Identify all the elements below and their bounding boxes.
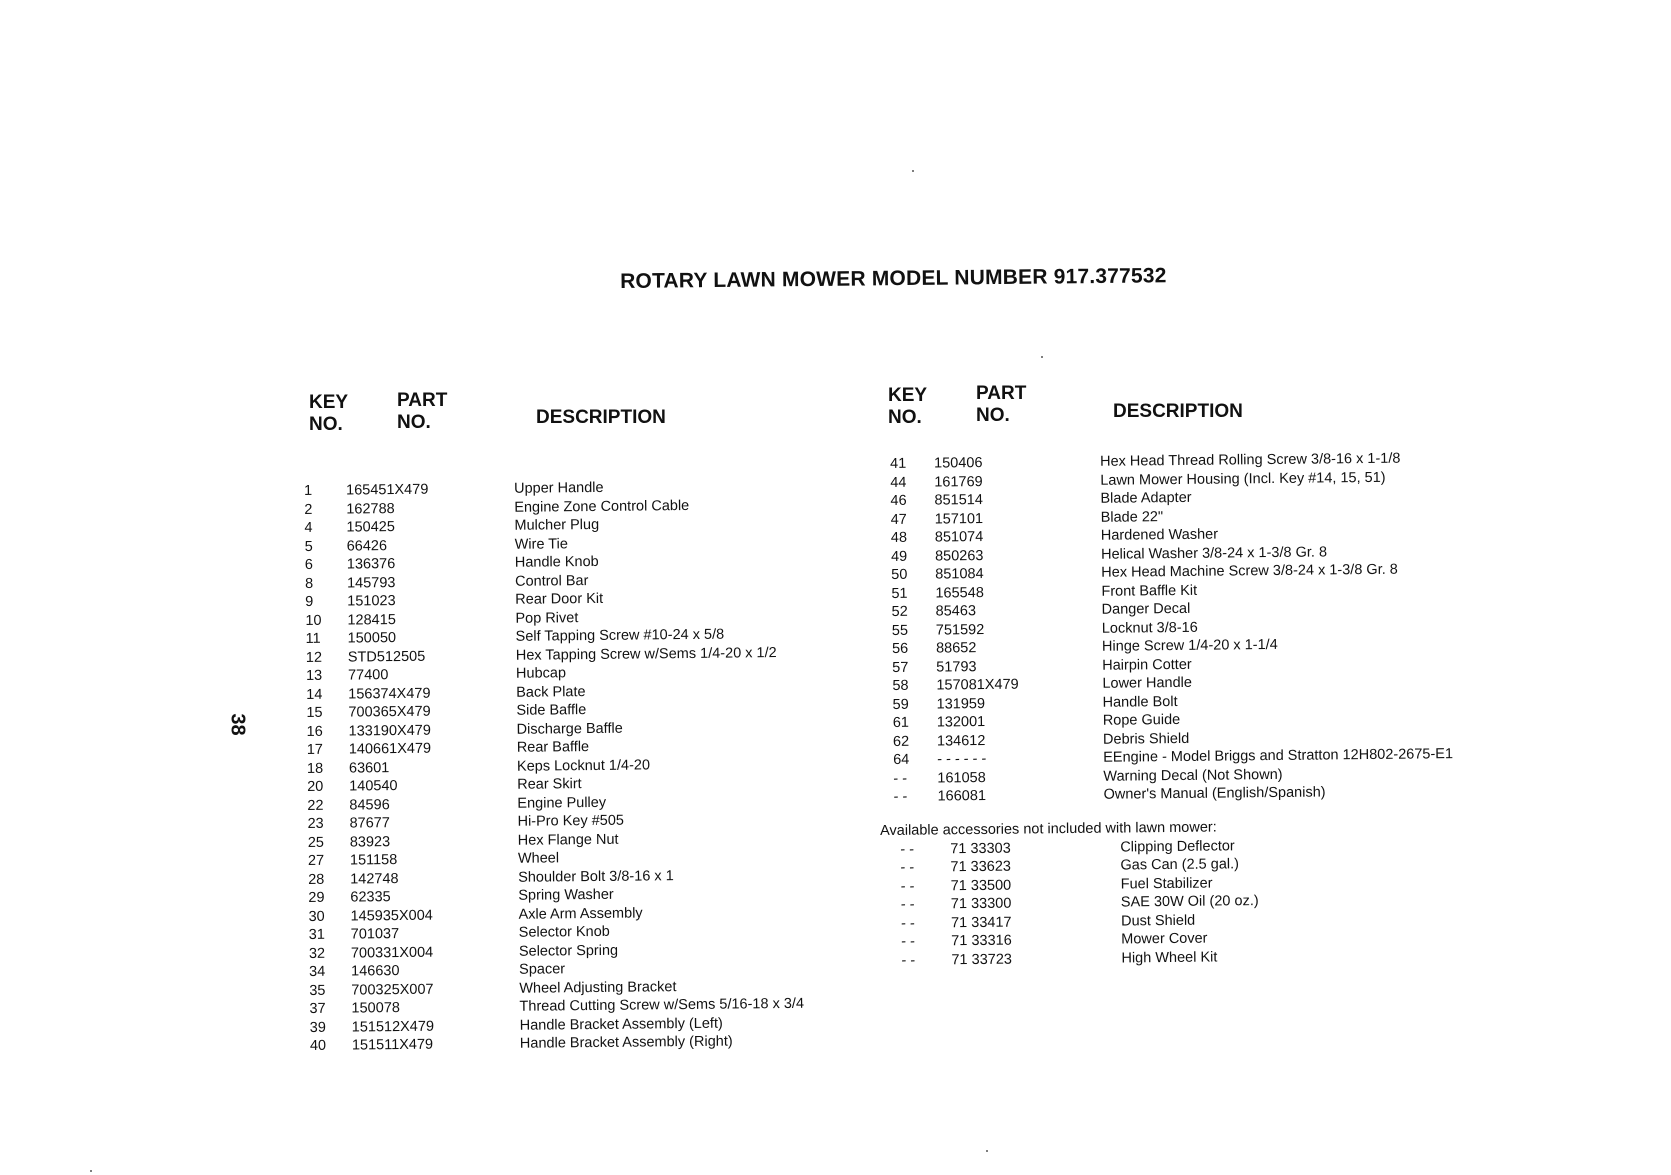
key-number: 10 (305, 612, 322, 629)
key-number: 1 (304, 482, 313, 499)
part-description: Hex Tapping Screw w/Sems 1/4-20 x 1/2 (515, 644, 777, 664)
part-description: Hex Flange Nut (517, 831, 619, 849)
key-number: 61 (892, 714, 910, 731)
part-number: 151512X479 (351, 1018, 435, 1036)
key-number: 31 (308, 926, 325, 943)
key-number: - - (900, 896, 915, 913)
right-description-header: DESCRIPTION (1113, 401, 1243, 422)
right-part-header (976, 383, 1026, 427)
part-description: Fuel Stabilizer (1120, 875, 1213, 892)
part-number: 850263 (934, 547, 984, 565)
right-parts-list (890, 448, 1554, 806)
part-description: Wire Tie (514, 535, 568, 553)
part-description: Blade Adapter (1100, 489, 1192, 507)
part-number: 156374X479 (348, 685, 431, 703)
part-number: 157101 (934, 510, 984, 528)
part-description: Keps Locknut 1/4-20 (516, 756, 651, 775)
part-description: Handle Bracket Assembly (Right) (519, 1033, 733, 1052)
key-number: 8 (304, 575, 314, 592)
part-number: 71 33723 (951, 951, 1013, 968)
key-number: 18 (306, 760, 324, 777)
part-description: Spring Washer (518, 886, 614, 904)
part-description: Hex Head Machine Screw 3/8-24 x 1-3/8 Gr. 8 (1101, 561, 1398, 581)
part-number: 84596 (349, 796, 390, 814)
key-number: 29 (308, 889, 325, 906)
part-number: 71 33417 (950, 914, 1012, 931)
part-number: 162788 (346, 500, 395, 518)
part-description: Rope Guide (1102, 711, 1181, 729)
key-number: 2 (304, 501, 313, 518)
part-description: Helical Washer 3/8-24 x 1-3/8 Gr. 8 (1100, 543, 1328, 563)
part-description: Selector Knob (518, 923, 610, 941)
part-number: 165451X479 (346, 481, 429, 499)
key-number: 56 (891, 640, 909, 657)
key-number: 39 (309, 1019, 326, 1036)
key-number: - - (893, 770, 908, 787)
part-description: High Wheel Kit (1121, 948, 1218, 966)
part-number: 161058 (937, 769, 986, 787)
left-parts-list (304, 476, 870, 1055)
key-number: - - (900, 841, 915, 858)
key-number: 59 (892, 696, 909, 713)
part-description: Spacer (519, 961, 566, 978)
part-number: 145793 (346, 574, 396, 592)
page-title: ROTARY LAWN MOWER MODEL NUMBER 917.377532 (620, 264, 1167, 293)
part-number: 71 33500 (950, 877, 1012, 894)
key-number: 14 (306, 686, 323, 703)
key-number: 51 (891, 585, 908, 602)
part-description: Locknut 3/8-16 (1101, 619, 1198, 637)
part-number: 128415 (347, 611, 396, 629)
part-description: Hi-Pro Key #505 (517, 812, 625, 830)
part-number: 150425 (346, 519, 395, 536)
left-part-header-line2: NO. (397, 412, 431, 433)
part-number: 136376 (346, 556, 396, 573)
key-number: 25 (307, 834, 324, 851)
part-description: Lawn Mower Housing (Incl. Key #14, 15, 51) (1100, 469, 1386, 489)
part-number: 71 33623 (950, 858, 1012, 876)
key-number: - - (900, 859, 915, 876)
part-number: 62335 (350, 889, 391, 906)
part-number: 87677 (349, 815, 390, 832)
part-description: Danger Decal (1101, 600, 1191, 618)
scan-speck (986, 1150, 988, 1152)
key-number: 9 (305, 593, 314, 610)
key-number: 5 (304, 538, 313, 555)
part-number: 77400 (347, 667, 389, 684)
part-number: 150406 (934, 455, 983, 472)
key-number: 52 (891, 603, 908, 620)
part-number: 51793 (936, 658, 977, 676)
part-description: Shoulder Bolt 3/8-16 x 1 (518, 867, 674, 886)
part-description: Selector Spring (518, 942, 619, 960)
key-number: 22 (307, 797, 324, 814)
key-number: 27 (307, 852, 325, 869)
part-description: Hex Head Thread Rolling Screw 3/8-16 x 1-1/8 (1099, 450, 1401, 470)
part-number: 161769 (934, 473, 983, 491)
part-description: Dust Shield (1120, 912, 1196, 929)
left-description-header: DESCRIPTION (536, 407, 666, 428)
part-number: 71 33303 (950, 840, 1011, 857)
part-number: 88652 (935, 640, 977, 657)
part-number: 700331X004 (350, 944, 434, 962)
key-number: - - (900, 915, 915, 932)
key-number: 47 (890, 511, 907, 528)
part-number: 63601 (348, 759, 390, 777)
key-number: 32 (308, 945, 326, 962)
part-description: Side Baffle (516, 702, 587, 719)
key-number: 4 (304, 519, 313, 536)
part-description: Hinge Screw 1/4-20 x 1-1/4 (1101, 636, 1278, 655)
part-number: 151023 (347, 593, 396, 610)
accessories-section (880, 815, 1562, 970)
right-key-header-line1: KEY (888, 385, 928, 406)
part-number: 165548 (935, 584, 984, 602)
part-number: 701037 (350, 926, 400, 943)
part-number: 157081X479 (936, 676, 1019, 694)
part-number: 140540 (349, 778, 398, 795)
right-part-header-line1: PART (976, 383, 1027, 404)
key-number: 16 (306, 723, 323, 740)
right-key-header-line2: NO. (888, 407, 922, 428)
key-number: 50 (891, 566, 908, 583)
part-description: Warning Decal (Not Shown) (1103, 766, 1283, 785)
part-description: Pop Rivet (515, 609, 579, 627)
part-number: - - - - - - (937, 751, 987, 768)
key-number: 13 (305, 667, 323, 684)
part-description: Wheel Adjusting Bracket (519, 978, 677, 997)
scan-speck (90, 1170, 92, 1172)
part-description: Handle Bolt (1102, 693, 1178, 711)
key-number: 41 (890, 455, 907, 472)
left-part-header (397, 390, 447, 434)
part-description: Axle Arm Assembly (518, 904, 643, 923)
part-number: 71 33300 (950, 895, 1012, 913)
key-number: 20 (307, 778, 324, 795)
key-number: 49 (890, 548, 908, 565)
key-number: 11 (305, 630, 321, 647)
part-number: 131959 (936, 695, 986, 713)
part-description: Clipping Deflector (1120, 837, 1235, 855)
key-number: 17 (306, 741, 324, 758)
left-key-header-line2: NO. (309, 414, 343, 435)
part-number: 851074 (934, 529, 984, 546)
page-number: 38 (226, 713, 249, 736)
part-description: Hubcap (515, 665, 567, 682)
part-description: Gas Can (2.5 gal.) (1120, 856, 1240, 874)
part-number: 140661X479 (348, 740, 432, 758)
left-key-header-line1: KEY (309, 392, 349, 413)
part-number: 851514 (934, 492, 983, 509)
part-number: 151158 (349, 852, 398, 869)
left-key-header (309, 392, 348, 436)
part-description: Rear Skirt (517, 776, 582, 793)
right-part-header-line2: NO. (976, 405, 1010, 426)
part-description: Self Tapping Screw #10-24 x 5/8 (515, 626, 725, 645)
key-number: - - (901, 952, 916, 969)
part-number: 751592 (935, 621, 985, 639)
key-number: 48 (890, 529, 908, 546)
part-description: Back Plate (516, 683, 586, 701)
key-number: 62 (892, 733, 910, 750)
part-number: 134612 (936, 732, 986, 750)
key-number: 64 (893, 751, 910, 768)
part-description: Hardened Washer (1100, 526, 1219, 544)
part-number: 66426 (346, 537, 388, 555)
part-description: SAE 30W Oil (20 oz.) (1120, 893, 1259, 911)
key-number: 6 (304, 556, 314, 573)
part-number: 150050 (347, 630, 397, 647)
part-description: Blade 22" (1100, 508, 1164, 526)
scan-speck (912, 170, 914, 172)
part-number: 146630 (351, 963, 400, 980)
part-number: 166081 (937, 788, 987, 805)
part-description: Lower Handle (1102, 674, 1192, 692)
part-description: Engine Pulley (517, 794, 607, 812)
accessories-list (900, 833, 1561, 969)
part-description: Handle Bracket Assembly (Left) (519, 1015, 723, 1034)
part-number: 142748 (350, 870, 399, 888)
part-number: STD512505 (347, 648, 426, 666)
part-number: 133190X479 (348, 722, 431, 740)
part-description: Mower Cover (1121, 930, 1208, 948)
part-description: Engine Zone Control Cable (514, 497, 690, 516)
key-number: 44 (890, 474, 907, 491)
key-number: 55 (891, 622, 909, 639)
part-number: 150078 (351, 1000, 400, 1017)
part-description: Thread Cutting Screw w/Sems 5/16-18 x 3/4 (519, 995, 805, 1015)
part-number: 132001 (936, 714, 986, 731)
part-description: Rear Door Kit (515, 590, 604, 608)
key-number: - - (901, 933, 916, 950)
key-number: - - (900, 878, 915, 895)
part-description: EEngine - Model Briggs and Stratton 12H802-2675-E1 (1103, 746, 1454, 766)
key-number: 34 (309, 963, 326, 980)
part-description: Upper Handle (513, 479, 604, 497)
part-number: 700325X007 (351, 981, 434, 999)
left-part-header-line1: PART (397, 390, 448, 411)
part-description: Hairpin Cotter (1102, 656, 1192, 674)
part-number: 151511X479 (351, 1036, 434, 1054)
part-number: 85463 (935, 603, 977, 620)
key-number: 40 (309, 1037, 327, 1054)
key-number: 46 (890, 492, 907, 509)
part-description: Owner's Manual (English/Spanish) (1103, 784, 1326, 803)
part-description: Debris Shield (1102, 730, 1190, 748)
key-number: 15 (306, 704, 323, 721)
part-number: 145935X004 (350, 907, 433, 925)
part-number: 700365X479 (348, 703, 431, 721)
accessories-heading: Available accessories not included with lawn mower: (880, 819, 1217, 839)
key-number: 23 (307, 815, 324, 832)
part-description: Handle Knob (514, 553, 599, 571)
part-description: Wheel (517, 850, 560, 867)
part-description: Mulcher Plug (514, 516, 600, 534)
key-number: 28 (308, 871, 325, 888)
part-number: 83923 (349, 833, 391, 851)
key-number: 35 (309, 982, 326, 999)
part-number: 851084 (935, 566, 984, 583)
key-number: - - (893, 788, 908, 805)
part-description: Discharge Baffle (516, 720, 623, 738)
key-number: 12 (305, 649, 323, 666)
key-number: 30 (308, 908, 325, 925)
part-description: Rear Baffle (516, 739, 590, 756)
part-description: Control Bar (514, 572, 589, 590)
scan-speck (1041, 356, 1043, 358)
key-number: 37 (309, 1000, 326, 1017)
part-description: Front Baffle Kit (1101, 582, 1198, 600)
part-number: 71 33316 (951, 932, 1012, 950)
right-key-header (888, 385, 927, 429)
key-number: 57 (892, 659, 909, 676)
key-number: 58 (892, 677, 909, 694)
